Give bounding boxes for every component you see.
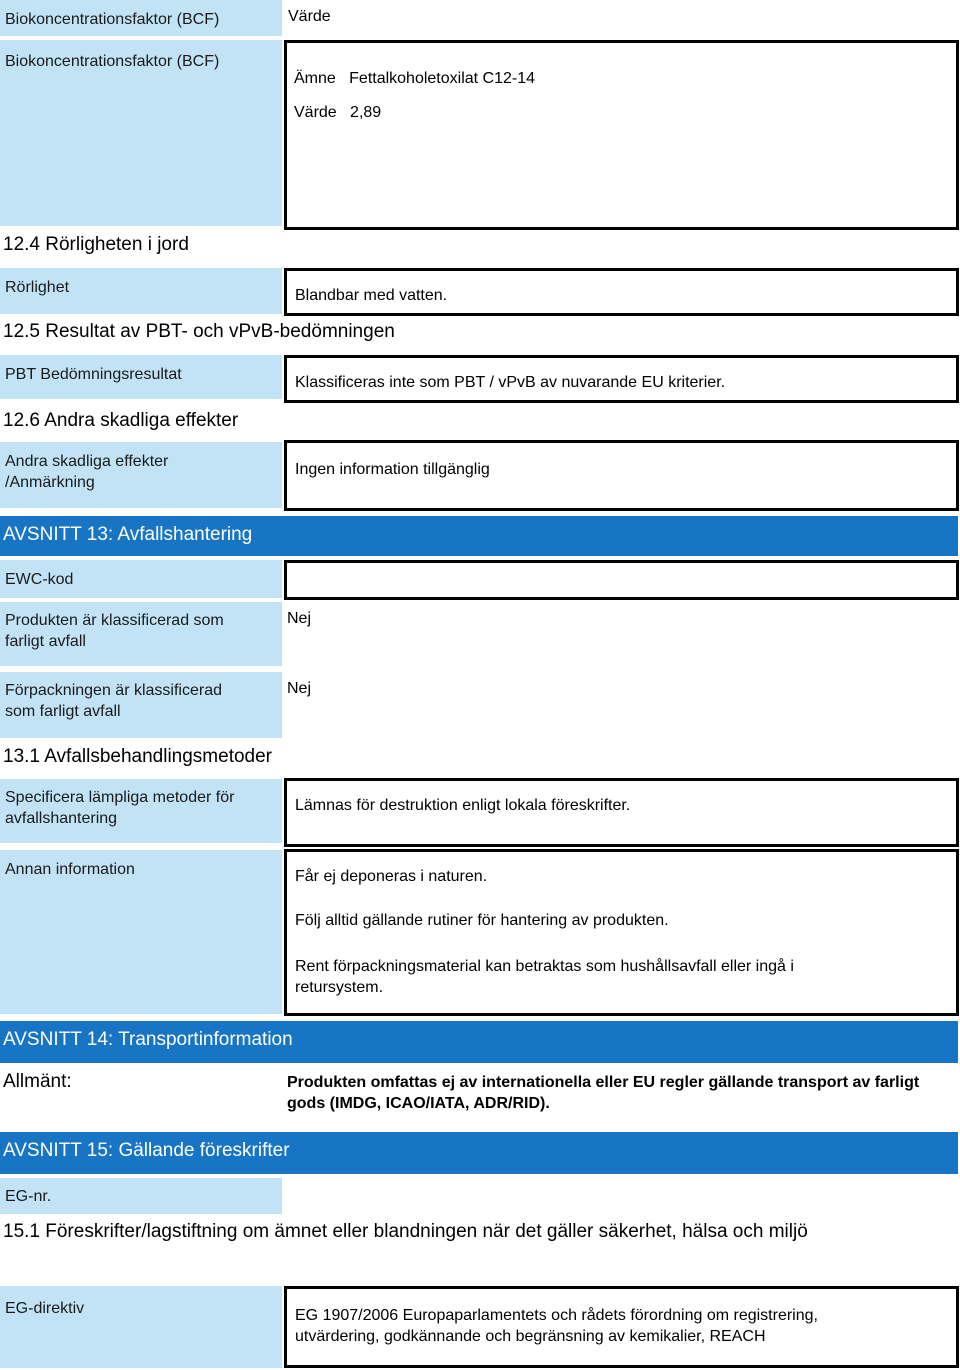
heading-15-1: 15.1 Föreskrifter/lagstiftning om ämnet eller blandningen när det gäller säkerhet, hälsa och miljö [3,1221,808,1242]
transport-general-line1: Produkten omfattas ej av internationella eller EU regler gällande transport av farligt [287,1074,920,1091]
transport-general-label: Allmänt: [3,1071,72,1092]
heading-13-1: 13.1 Avfallsbehandlingsmetoder [3,746,273,767]
directive-value-box [284,1286,959,1368]
ewc-value-box [284,560,959,600]
heading-12-6: 12.6 Andra skadliga effekter [3,410,239,431]
other-info-label: Annan information [0,850,282,1014]
bcf-value-value: 2,89 [350,104,382,121]
other-effects-value-box [284,440,959,511]
other-info-value-box [284,849,959,1016]
pbt-label: PBT Bedömningsresultat [0,355,282,399]
packaging-value: Nej [287,680,312,697]
packaging-label-line1: Förpackningen är klassificerad [5,682,222,699]
bcf-label: Biokoncentrationsfaktor (BCF) [0,0,282,36]
transport-general-line2: gods (IMDG, ICAO/IATA, ADR/RID). [287,1095,550,1112]
directive-line2: utvärdering, godkännande och begränsning av kemikalier, REACH [295,1328,766,1345]
heading-12-4: 12.4 Rörligheten i jord [3,234,189,255]
heading-12-5: 12.5 Resultat av PBT- och vPvB-bedömningen [3,321,395,342]
bcf-substance-key: Ämne [294,70,336,87]
other-effects-value: Ingen information tillgänglig [295,461,490,478]
pbt-value-box [284,355,959,403]
hazardous-label [0,602,282,666]
other-info-p3-line1: Rent förpackningsmaterial kan betraktas som hushållsavfall eller ingå i [295,958,794,975]
bcf-value-key: Värde [294,104,337,121]
methods-label [0,779,282,843]
mobility-value-box [284,268,959,316]
bcf-label-2: Biokoncentrationsfaktor (BCF) [0,40,282,226]
bcf-substance-value: Fettalkoholetoxilat C12-14 [349,70,536,87]
bcf-value-header: Värde [288,8,331,25]
other-info-p1: Får ej deponeras i naturen. [295,868,488,885]
hazardous-value: Nej [287,610,312,627]
ewc-label: EWC-kod [0,560,282,598]
methods-value-box [284,778,959,847]
methods-label-line2: avfallshantering [5,810,118,827]
section-14-header: AVSNITT 14: Transportinformation [0,1021,958,1063]
hazardous-label-line1: Produkten är klassificerad som [5,612,224,629]
section-13-header: AVSNITT 13: Avfallshantering [0,516,958,556]
methods-value: Lämnas för destruktion enligt lokala föreskrifter. [295,797,631,814]
mobility-value: Blandbar med vatten. [295,287,448,304]
hazardous-label-line2: farligt avfall [5,633,86,650]
eg-number-label: EG-nr. [0,1178,282,1214]
section-15-header: AVSNITT 15: Gällande föreskrifter [0,1132,958,1174]
bcf-value-box [284,40,959,230]
directive-line1: EG 1907/2006 Europaparlamentets och rådets förordning om registrering, [295,1307,818,1324]
other-effects-label-line2: /Anmärkning [5,474,95,491]
methods-label-line1: Specificera lämpliga metoder för [5,789,235,806]
transport-general-value [287,1072,919,1114]
other-effects-label-line1: Andra skadliga effekter [5,453,169,470]
packaging-label-line2: som farligt avfall [5,703,121,720]
packaging-label [0,672,282,738]
mobility-label: Rörlighet [0,268,282,314]
other-info-p2: Följ alltid gällande rutiner för hantering av produkten. [295,912,669,929]
other-effects-label [0,442,282,508]
other-info-p3-line2: retursystem. [295,979,384,996]
directive-label: EG-direktiv [0,1286,282,1368]
pbt-value: Klassificeras inte som PBT / vPvB av nuvarande EU kriterier. [295,374,726,391]
